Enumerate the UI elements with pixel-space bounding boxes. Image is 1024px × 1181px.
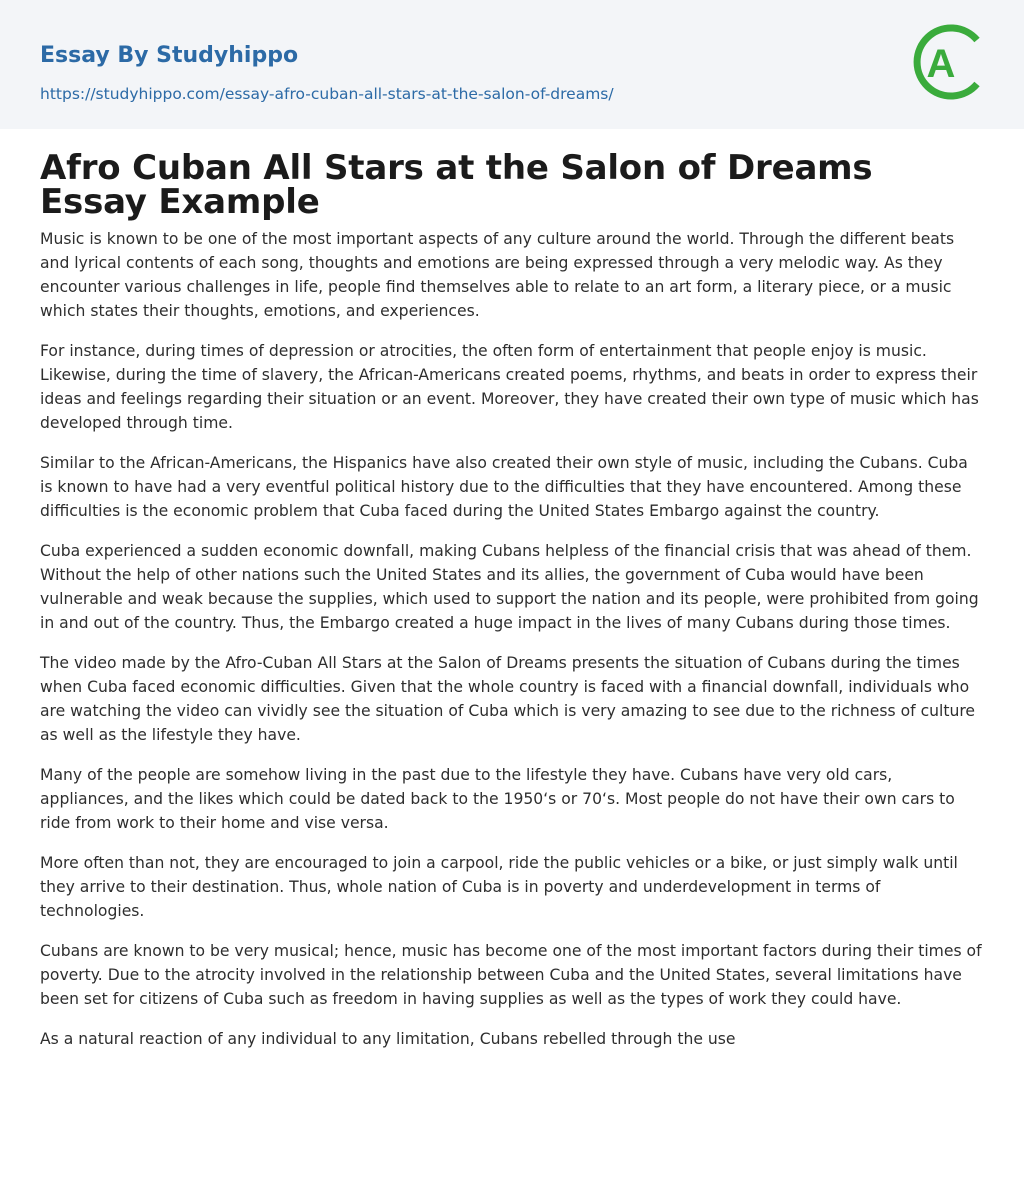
paragraph: Music is known to be one of the most important aspects of any culture around the world. Through the different beats and lyrical contents of each song, thoughts and emotions are being expressed through a very melodic way. As they encounter various challenges in life, people find themselves able to relate to an art form, a literary piece, or a music which states their thoughts, emotions, and experiences.: [40, 230, 955, 320]
site-title[interactable]: Essay By Studyhippo: [40, 43, 299, 68]
paragraph: More often than not, they are encouraged to join a carpool, ride the public vehicles or a bike, or just simply walk until they arrive to their destination. Thus, whole nation of Cuba is in poverty and underdevelopment in terms of technologies.: [40, 854, 958, 920]
page-title: Afro Cuban All Stars at the Salon of Dreams Essay Example: [40, 148, 873, 222]
studyhippo-logo-icon[interactable]: [911, 18, 987, 106]
paragraph: As a natural reaction of any individual to any limitation, Cubans rebelled through the use: [40, 1030, 736, 1048]
site-header: [0, 0, 1024, 129]
essay-url-link[interactable]: https://studyhippo.com/essay-afro-cuban-all-stars-at-the-salon-of-dreams/: [40, 85, 614, 103]
paragraph: For instance, during times of depression or atrocities, the often form of entertainment that people enjoy is music. Likewise, during the time of slavery, the African-Americans created poems, rhythms, and beats in order to express their ideas and feelings regarding their situation or an event. Moreover, they have created their own type of music which has developed through time.: [40, 342, 979, 432]
paragraph: Cubans are known to be very musical; hence, music has become one of the most important factors during their times of poverty. Due to the atrocity involved in the relationship between Cuba and the United States, several limitations have been set for citizens of Cuba such as freedom in having supplies as well as the types of work they could have.: [40, 942, 982, 1008]
paragraph: Many of the people are somehow living in the past due to the lifestyle they have. Cubans have very old cars, appliances, and the likes which could be dated back to the 1950‘s or 70‘s. Most people do not have their own cars to ride from work to their home and vise versa.: [40, 766, 955, 832]
logo-letter: A: [926, 42, 956, 86]
paragraph: Cuba experienced a sudden economic downfall, making Cubans helpless of the financial crisis that was ahead of them. Without the help of other nations such the United States and its allies, the government of Cuba would have been vulnerable and weak because the supplies, which used to support the nation and its people, were prohibited from going in and out of the country. Thus, the Embargo created a huge impact in the lives of many Cubans during those times.: [40, 542, 979, 632]
paragraph: Similar to the African-Americans, the Hispanics have also created their own style of music, including the Cubans. Cuba is known to have had a very eventful political history due to the difficulties that they have encountered. Among these difficulties is the economic problem that Cuba faced during the United States Embargo against the country.: [40, 454, 968, 520]
article: [0, 148, 1024, 1051]
paragraph: The video made by the Afro-Cuban All Stars at the Salon of Dreams presents the situation of Cubans during the times when Cuba faced economic difficulties. Given that the whole country is faced with a financial downfall, individuals who are watching the video can vividly see the situation of Cuba which is very amazing to see due to the richness of culture as well as the lifestyle they have.: [40, 654, 976, 744]
